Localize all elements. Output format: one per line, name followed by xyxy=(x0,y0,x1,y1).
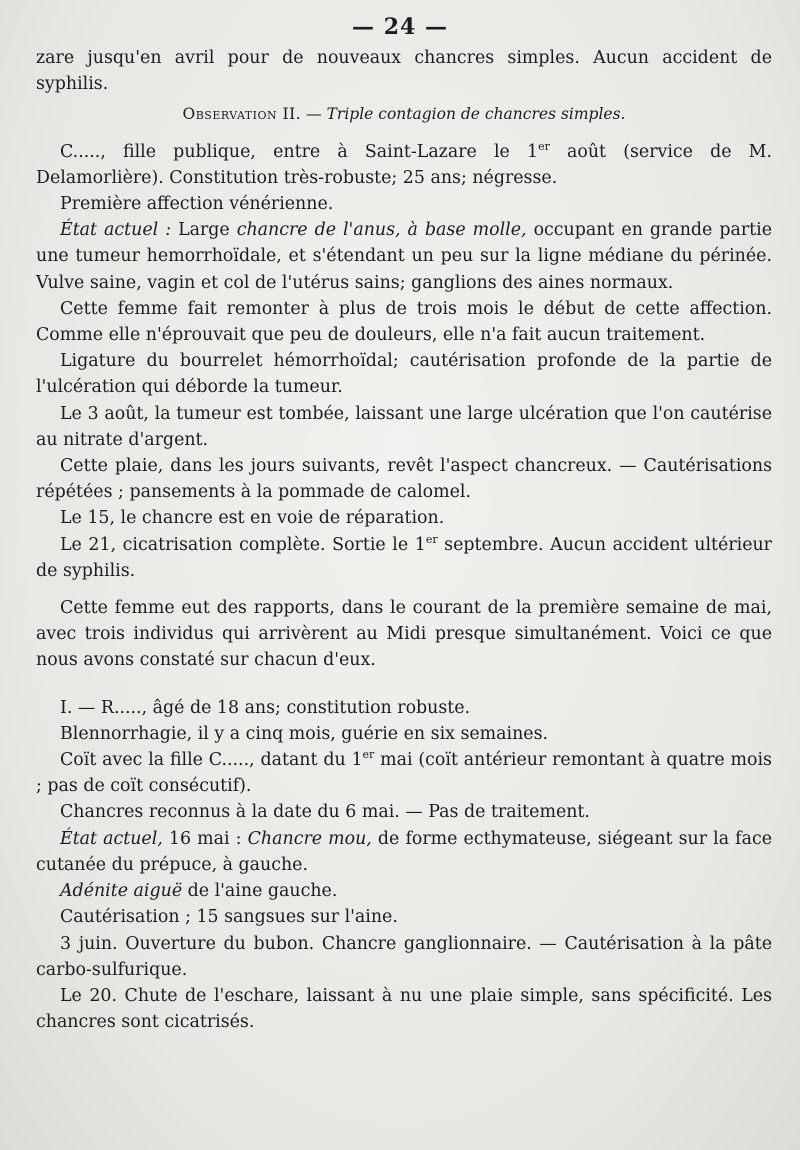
paragraph: 3 juin. Ouverture du bubon. Chancre ganglionnaire. — Cautérisation à la pâte carbo-sulfurique. xyxy=(36,933,772,980)
text-segment: Large xyxy=(171,220,237,241)
observation-title: Triple contagion de chancres simples. xyxy=(326,105,626,124)
text-segment: Coït avec la fille C....., datant du 1 xyxy=(60,750,363,771)
italic-diagnosis: chancre de l'anus, à base molle, xyxy=(236,220,527,241)
paragraph: Blennorrhagie, il y a cinq mois, guérie en six semaines. xyxy=(60,723,549,744)
text-segment: Le 21, cicatrisation complète. Sortie le 1 xyxy=(60,534,426,555)
paragraph-continuation: zare jusqu'en avril pour de nouveaux chancres simples. Aucun accident de syphilis. xyxy=(36,48,772,95)
text-segment: de forme ecthymateuse, siégeant sur la face cutanée du prépuce, à gauche. xyxy=(36,828,773,875)
text-segment: 16 mai : xyxy=(162,828,248,849)
paragraph: Cette plaie, dans les jours suivants, revêt l'aspect chancreux. — Cautérisations répétées ; pansements à la pommade de calomel. xyxy=(36,456,772,503)
paragraph: Le 15, le chancre est en voie de réparation. xyxy=(60,508,445,529)
text-segment: de l'aine gauche. xyxy=(182,881,338,902)
superscript: er xyxy=(425,532,438,546)
text-segment: septembre. Aucun accident ultérieur de syphilis. xyxy=(36,534,772,581)
paragraph xyxy=(36,532,772,584)
paragraph: Chancres reconnus à la date du 6 mai. — Pas de traitement. xyxy=(60,802,590,823)
paragraph: Première affection vénérienne. xyxy=(60,194,334,215)
observation-label: Observation II. xyxy=(182,105,302,124)
paragraph: I. — R....., âgé de 18 ans; constitution robuste. xyxy=(60,697,471,718)
page-number: — 24 — xyxy=(352,14,448,40)
text-segment: C....., fille publique, entre à Saint-Lazare le 1 xyxy=(60,141,539,162)
observation-heading xyxy=(36,101,772,127)
paragraph: Cette femme eut des rapports, dans le courant de la première semaine de mai, avec trois individus qui arrivèrent au Midi presque simultanément. Voici ce que nous avons constaté sur chacun d'eux. xyxy=(36,598,772,671)
paragraph xyxy=(36,826,772,878)
paragraph: Cautérisation ; 15 sangsues sur l'aine. xyxy=(60,907,398,928)
text-body xyxy=(36,45,772,1035)
paragraph: Le 3 août, la tumeur est tombée, laissant une large ulcération que l'on cautérise au nitrate d'argent. xyxy=(36,403,772,450)
heading-dash: — xyxy=(301,105,327,124)
etat-actuel-label: État actuel : xyxy=(60,220,172,241)
superscript: er xyxy=(362,748,375,762)
paragraph xyxy=(36,878,772,904)
paragraph: Ligature du bourrelet hémorrhoïdal; cautérisation profonde de la partie de l'ulcération qui déborde la tumeur. xyxy=(36,351,772,398)
paragraph: Cette femme fait remonter à plus de trois mois le début de cette affection. Comme elle n'éprouvait que peu de douleurs, elle n'a fait aucun traitement. xyxy=(36,298,772,346)
text-segment: août (service de M. Delamorlière). Constitution très-robuste; 25 ans; négresse. xyxy=(36,141,772,188)
text-segment: occupant en grande partie une tumeur hemorrhoïdale, et s'étendant un peu sur la ligne médiane du périnée. Vulve saine, vagin et col de l'utérus sains; ganglions des aines normaux. xyxy=(36,220,772,293)
italic-diagnosis: Chancre mou, xyxy=(247,828,372,849)
paragraph xyxy=(36,217,772,296)
italic-diagnosis: Adénite aiguë xyxy=(60,881,183,902)
paragraph xyxy=(36,747,772,799)
etat-actuel-label: État actuel, xyxy=(60,828,163,849)
paragraph xyxy=(36,139,772,191)
paragraph: Le 20. Chute de l'eschare, laissant à nu une plaie simple, sans spécificité. Les chancres sont cicatrisés. xyxy=(36,985,772,1033)
superscript: er xyxy=(538,139,550,153)
text-segment: mai (coït antérieur remontant à quatre mois ; pas de coït consécutif). xyxy=(36,750,772,797)
